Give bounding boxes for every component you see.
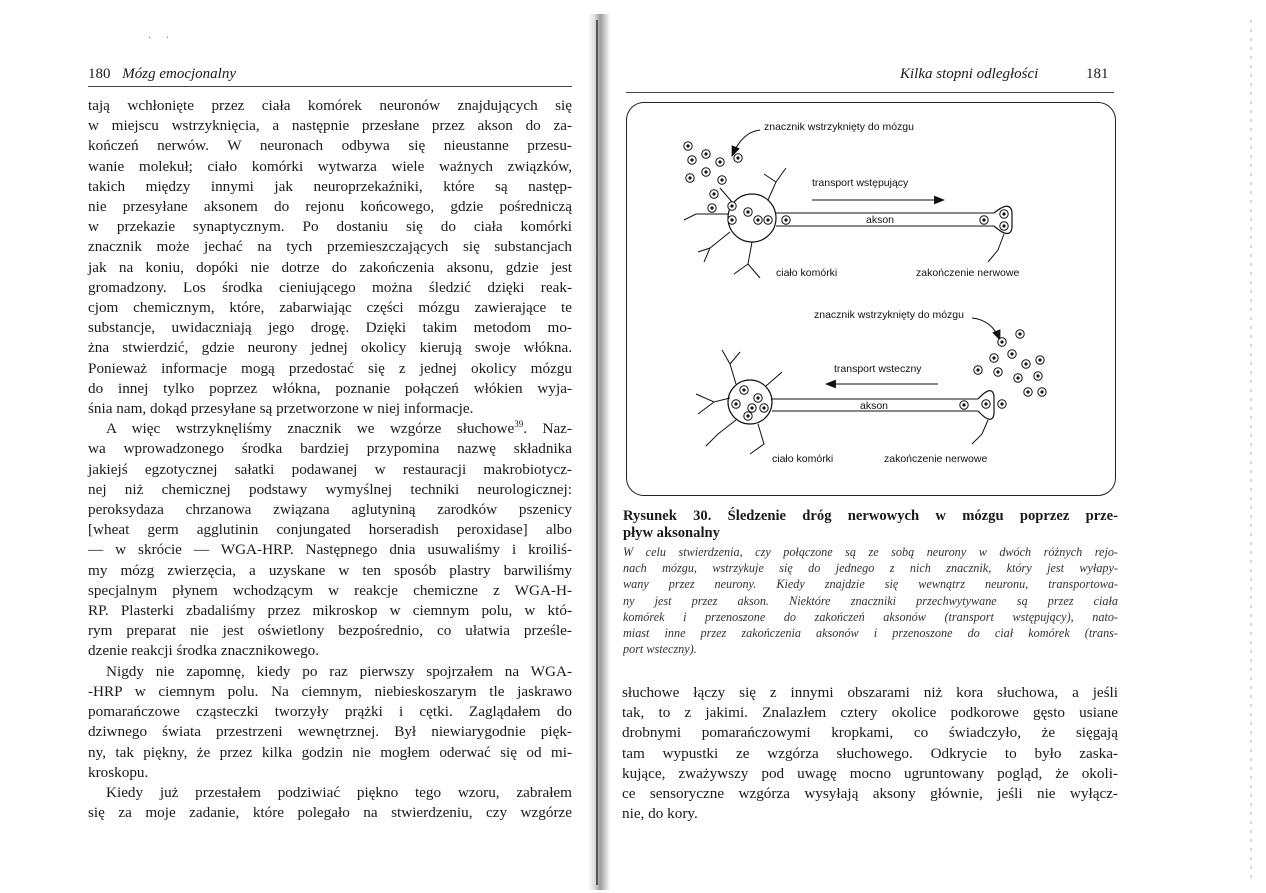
- top-transport-label: transport wstępujący: [812, 177, 909, 189]
- text-line: kończeń nerwów. W neuronach odbywa się nieustanne przesu-: [88, 137, 572, 155]
- text-line: peroksydaza chrzanowa związana aglutyniną zarodków pszenicy: [88, 501, 572, 519]
- text-line: ce sensoryczne wzgórza wysyłają aksony głównie, jeśli nie wyłącz-: [622, 785, 1118, 803]
- text-fragment: A więc wstrzyknęliśmy znacznik we wzgórze słuchowe: [106, 420, 515, 438]
- text-line: tam wypustki ze wzgórza słuchowego. Odkrycie to było zaska-: [622, 744, 1118, 762]
- left-running-title: Mózg emocjonalny: [122, 66, 236, 82]
- figure-caption-title: [623, 508, 1118, 542]
- text-line: specjalnym płynem wchodzącym w reakcje chemiczne z WGA-H-: [88, 581, 572, 599]
- text-line: — w skrócie — WGA-HRP. Następnego dnia usuwaliśmy i kroiliś-: [88, 541, 572, 559]
- text-line: wanie molekuł; ciało komórki wytwarza wiele ważnych związków,: [88, 157, 572, 175]
- footnote-ref: 39: [514, 419, 524, 430]
- top-tracer-label: znacznik wstrzyknięty do mózgu: [764, 121, 914, 133]
- text-line: substancje, uwidaczniają jego drogę. Dzięki takim metodom mo-: [88, 319, 572, 337]
- right-body-text: [622, 683, 1118, 824]
- bottom-axon-label: akson: [860, 400, 889, 412]
- text-line: słuchowe łączy się z innymi obszarami niż kora słuchowa, a jeśli: [622, 684, 1118, 701]
- text-line: Nigdy nie zapomnę, kiedy po raz pierwszy spojrzałem na WGA-: [106, 662, 572, 680]
- text-line: kroskopu.: [88, 763, 149, 781]
- text-line: gromadzony. Los środka cieniującego można śledzić dzięki reak-: [88, 278, 572, 296]
- text-line: -HRP w ciemnym polu. Na ciemnym, niebieskoszarym tle jaskrawo: [88, 682, 572, 700]
- text-line: dzenie reakcji środka znacznikowego.: [88, 642, 320, 660]
- page-edge: [1250, 20, 1252, 880]
- text-line: nej niż chemicznej podstawy wymyślnej techniki neurologicznej:: [88, 480, 572, 498]
- text-line: rym preparat nie jest oświetlony bezpośrednio, co ułatwia prześle-: [88, 622, 572, 640]
- caption-line: nach mózgu, wstrzykuje się do jednego z nich znacznik, który jest wyłapy-: [623, 561, 1118, 576]
- top-terminal-label: zakończenie nerwowe: [916, 267, 1020, 279]
- right-running-title: Kilka stopni odległości: [900, 66, 1039, 82]
- text-line: Ponieważ informacje mogą przedostać się z jednej okolicy mózgu: [88, 359, 572, 377]
- top-cell-body-label: ciało komórki: [776, 267, 838, 279]
- left-page: [0, 0, 592, 893]
- book-spine-line: [596, 20, 598, 885]
- text-line: w miejscu wstrzyknięcia, a następnie przesłane przez akson do za-: [88, 117, 572, 135]
- caption-line: port wsteczny).: [623, 642, 697, 657]
- figure-caption: [623, 544, 1118, 657]
- text-line: do innej tylko poprzez włókna, poznanie połączeń włókien wyja-: [88, 379, 572, 397]
- text-line: tają wchłonięte przez ciała komórek neuronów znajdujących się: [88, 97, 572, 114]
- text-line: żna stwierdzić, gdzie neurony jednej okolicy kierują swoje włókna.: [88, 339, 572, 357]
- text-line: kujące, zważywszy pod uwagę mocno ugruntowany pogląd, że okoli-: [622, 764, 1118, 782]
- caption-line: miast inne przez zakończenia aksonów i przenoszone do ciał komórek (trans-: [623, 626, 1118, 641]
- caption-line: ny jest przez akson. Niektóre znaczniki przechwytywane są przez ciała: [623, 593, 1118, 608]
- right-header-rule: [626, 92, 1114, 93]
- bottom-tracer-dots: [974, 330, 1046, 396]
- left-header-rule: [88, 86, 572, 87]
- left-body-text: [88, 96, 572, 823]
- caption-title-line: Rysunek 30. Śledzenie dróg nerwowych w mózgu poprzez prze-: [623, 508, 1118, 524]
- caption-title-line: pływ aksonalny: [623, 525, 720, 541]
- text-line: cjom chemicznym, które, zabarwiając części mózgu zawierające te: [88, 299, 572, 317]
- bottom-cell-body-label: ciało komórki: [772, 453, 834, 465]
- text-line: takich między innymi jak neuroprzekaźniki, które są następ-: [88, 177, 572, 195]
- text-line: pomarańczowe cząsteczki tworzyły prążki i cętki. Zaglądałem do: [88, 703, 572, 721]
- bottom-terminal-label: zakończenie nerwowe: [884, 453, 988, 465]
- text-line: nie przesyłane aksonem do rejonu końcowego, gdzie pośredniczą: [88, 198, 572, 216]
- scan-smudge: · ·: [148, 33, 176, 44]
- neural-tracing-diagram: [626, 102, 1116, 496]
- bottom-tracer-label: znacznik wstrzyknięty do mózgu: [814, 309, 964, 321]
- text-line: my mózg zwierzęcia, a uzyskane w ten sposób plastry barwiliśmy: [88, 561, 572, 579]
- text-line: Kiedy już przestałem podziwiać piękno tego wzoru, zabrałem: [106, 783, 572, 801]
- left-page-number: 180: [88, 66, 111, 82]
- text-line: śnia nam, dokąd przesyłane są przetworzone w niej informacje.: [88, 400, 474, 418]
- text-line: znacznik może jechać na tych przemieszczających się substancjach: [88, 238, 572, 256]
- bottom-transport-label: transport wsteczny: [834, 363, 922, 375]
- top-injection-arrow: [732, 130, 760, 156]
- top-neuron-diagram: [684, 121, 1020, 279]
- text-line-with-footnote: [88, 419, 572, 439]
- text-line: RP. Plasterki zbadaliśmy przez mikroskop w ciemnym polu, w któ-: [88, 602, 572, 620]
- text-line: [wheat germ agglutinin conjungated horseradish peroxidase] albo: [88, 521, 572, 539]
- text-line: jak na koniu, dopóki nie dotrze do zakończenia aksonu, gdzie jest: [88, 258, 572, 276]
- caption-line: wany przez neurony. Kiedy znajdzie się wewnątrz neuronu, transportowa-: [623, 577, 1118, 592]
- top-tracer-dots: [684, 142, 742, 198]
- text-line: wa wprowadzonego środka bardziej przypomina nazwę składnika: [88, 440, 572, 458]
- bottom-injection-arrow: [972, 318, 1000, 340]
- text-line: ny, tak piękny, że przez kilka godzin nie mogłem oderwać się od mi-: [88, 743, 572, 761]
- left-page-header: [88, 66, 236, 83]
- caption-line: komórek i przenoszone do zakończeń aksonów (transport wstępujący), nato-: [623, 609, 1118, 624]
- top-axon-label: akson: [866, 214, 895, 226]
- text-line: się za moje zadanie, które polegało na stwierdzeniu, czy wzgórze: [88, 804, 572, 822]
- text-line: tak, to z jakimi. Znalazłem cztery okolice podkorowe gęsto usiane: [622, 704, 1118, 722]
- bottom-neuron-diagram: [696, 309, 1046, 465]
- text-line: w przekazie synaptycznym. Po dostaniu się do ciała komórki: [88, 218, 572, 236]
- text-line: dziwnego świata przestrzeni wewnętrznej. Był niewiarygodnie pięk-: [88, 723, 572, 741]
- caption-line: W celu stwierdzenia, czy połączone są ze sobą neurony w dwóch różnych rejo-: [623, 545, 1118, 559]
- right-page-number: 181: [1086, 66, 1109, 82]
- text-fragment: . Naz-: [523, 420, 572, 438]
- text-line: jakiejś egzotycznej sałatki podawanej w restauracji makrobiotycz-: [88, 460, 572, 478]
- text-line: nie, do kory.: [622, 805, 698, 823]
- text-line: drobnymi pomarańczowymi kropkami, co świadczyło, że sięgają: [622, 724, 1118, 742]
